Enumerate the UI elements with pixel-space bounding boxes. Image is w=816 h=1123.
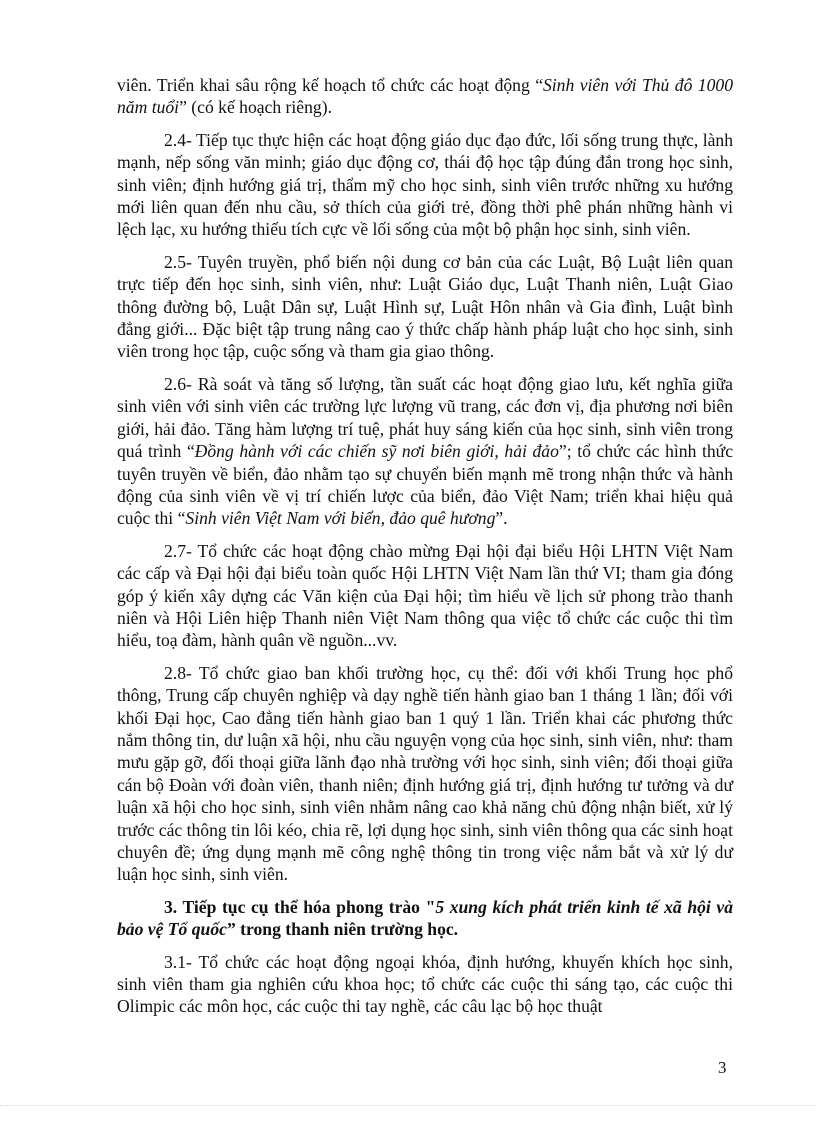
- italic-title: 5 xung kích phát triển kinh tế xã hội và bảo vệ Tổ quốc: [117, 896, 733, 940]
- text-run: 3. Tiếp tục cụ thể hóa phong trào ": [164, 896, 436, 917]
- paragraph-continuation: [117, 74, 733, 119]
- page-bottom-divider: [0, 1105, 816, 1106]
- page-body: [117, 74, 733, 1028]
- italic-title: Sinh viên với Thủ đô 1000 năm tuổi: [117, 75, 733, 118]
- text-run: ”; tổ chức các hình thức tuyên truyền về biển, đảo nhằm tạo sự chuyển biến mạnh mẽ trong nhận thức và hành động của sinh viên về vị trí chiến lược của biển, đảo Việt Nam; triển khai hiệu quả cuộc thi “: [117, 441, 734, 529]
- text-run: ” (có kế hoạch riêng).: [179, 97, 332, 118]
- paragraph-2-7: 2.7- Tổ chức các hoạt động chào mừng Đại hội đại biểu Hội LHTN Việt Nam các cấp và Đại hội đại biểu toàn quốc Hội LHTN Việt Nam lần thứ VI; tham gia đóng góp ý kiến xây dựng các Văn kiện của Đại hội; tìm hiểu về lịch sử phong trào thanh niên và Hội Liên hiệp Thanh niên Việt Nam thông qua việc tổ chức các cuộc thi tìm hiểu, toạ đàm, hành quân về nguồn...vv.: [117, 540, 733, 651]
- italic-title: Đồng hành với các chiến sỹ nơi biên giới, hải đảo: [194, 441, 559, 462]
- paragraph-2-4: 2.4- Tiếp tục thực hiện các hoạt động giáo dục đạo đức, lối sống trung thực, lành mạnh, nếp sống văn minh; giáo dục động cơ, thái độ học tập đúng đắn trong học sinh, sinh viên; định hướng giá trị, thẩm mỹ cho học sinh, sinh viên trước những xu hướng mới liên quan đến nhu cầu, sở thích của giới trẻ, đồng thời phê phán những hành vi lệch lạc, xu hướng thiếu tích cực về lối sống của một bộ phận học sinh, sinh viên.: [117, 129, 733, 240]
- text-run: viên. Triển khai sâu rộng kế hoạch tổ chức các hoạt động “: [117, 75, 543, 95]
- paragraph-3-1: 3.1- Tổ chức các hoạt động ngoại khóa, định hướng, khuyến khích học sinh, sinh viên tham gia nghiên cứu khoa học; tổ chức các cuộc thi sáng tạo, các cuộc thi Olimpic các môn học, các cuộc thi tay nghề, các câu lạc bộ học thuật: [117, 951, 733, 1017]
- text-run: ”.: [495, 508, 508, 529]
- italic-title: Sinh viên Việt Nam với biển, đảo quê hương: [185, 508, 496, 529]
- page-number: 3: [718, 1058, 727, 1077]
- section-heading-3: [117, 896, 733, 941]
- text-run: 2.6- Rà soát và tăng số lượng, tần suất các hoạt động giao lưu, kết nghĩa giữa sinh viên với sinh viên các trường lực lượng vũ trang, các đơn vị, địa phương nơi biên giới, hải đảo. Tăng hàm lượng trí tuệ, phát huy sáng kiến của học sinh, sinh viên trong quá trình “: [117, 373, 733, 462]
- paragraph-2-6: [117, 373, 733, 530]
- text-run: ” trong thanh niên trường học.: [226, 919, 459, 940]
- paragraph-2-5: 2.5- Tuyên truyền, phổ biến nội dung cơ bản của các Luật, Bộ Luật liên quan trực tiếp đến học sinh, sinh viên, như: Luật Giáo dục, Luật Thanh niên, Luật Giao thông đường bộ, Luật Dân sự, Luật Hình sự, Luật Hôn nhân và Gia đình, Luật bình đẳng giới... Đặc biệt tập trung nâng cao ý thức chấp hành pháp luật cho học sinh, sinh viên trong học tập, cuộc sống và tham gia giao thông.: [117, 251, 733, 362]
- paragraph-2-8: 2.8- Tổ chức giao ban khối trường học, cụ thể: đối với khối Trung học phổ thông, Trung cấp chuyên nghiệp và dạy nghề tiến hành giao ban 1 tháng 1 lần; đối với khối Đại học, Cao đẳng tiến hành giao ban 1 quý 1 lần. Triển khai các phương thức nắm thông tin, dư luận xã hội, nhu cầu nguyện vọng của học sinh, sinh viên, như: tham mưu gặp gỡ, đối thoại giữa lãnh đạo nhà trường với học sinh, sinh viên; đối thoại giữa cán bộ Đoàn với đoàn viên, thanh niên; định hướng giá trị, định hướng tư tưởng và dư luận xã hội cho học sinh, sinh viên nhằm nâng cao khả năng chủ động nhận biết, xử lý trước các thông tin lôi kéo, chia rẽ, lợi dụng học sinh, sinh viên thông qua các sinh hoạt chuyên đề; ứng dụng mạnh mẽ công nghệ thông tin trong việc nắm bắt và xử lý dư luận học sinh, sinh viên.: [117, 662, 733, 885]
